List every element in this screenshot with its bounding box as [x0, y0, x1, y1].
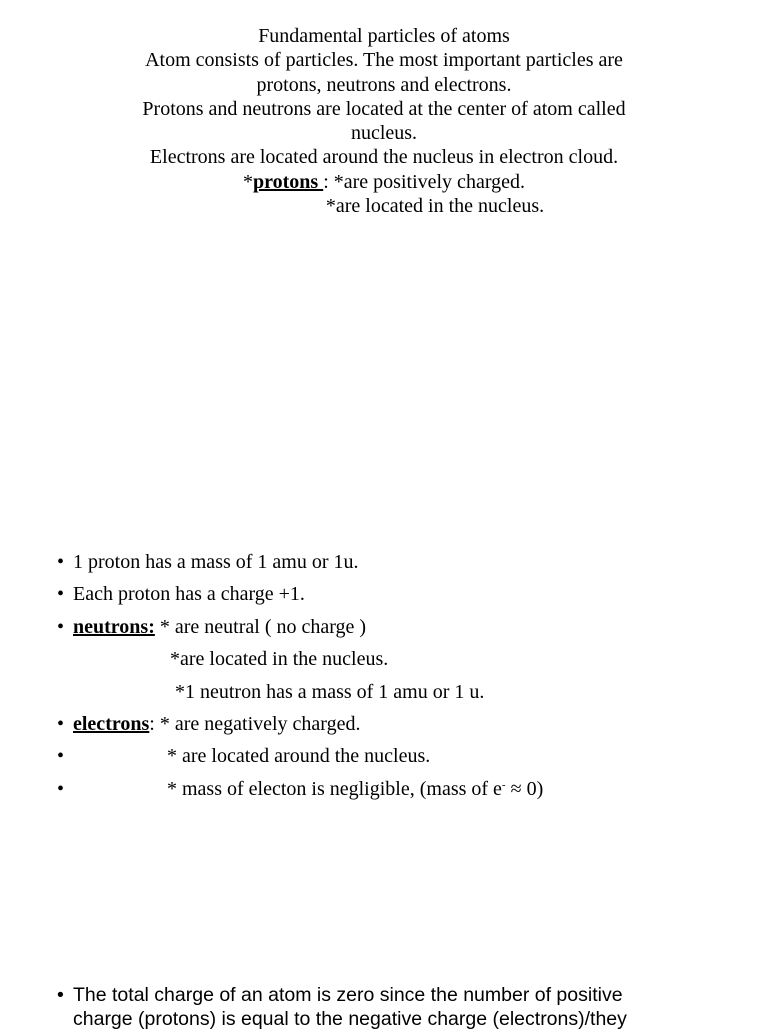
protons-location-text: *are located in the nucleus. [325, 195, 545, 218]
neutrons-location-text: *are located in the nucleus. [170, 648, 389, 671]
neutrons-charge-text: * are neutral ( no charge ) [154, 615, 367, 638]
list-item [57, 578, 305, 610]
bullet-dot: • [57, 745, 65, 768]
intro-line-1: Atom consists of particles. The most important particles are [145, 49, 623, 72]
protons-line [0, 170, 768, 194]
electrons-mass-line [167, 773, 543, 805]
electrons-location-text: * are located around the nucleus. [167, 745, 431, 768]
bullet-dot: • [57, 712, 65, 735]
proton-charge-text: Each proton has a charge +1. [73, 583, 305, 606]
bullet-dot: • [57, 583, 65, 606]
proton-mass-text: 1 proton has a mass of 1 amu or 1u. [73, 551, 359, 573]
intro-line-3: Protons and neutrons are located at the center of atom called [142, 97, 626, 120]
intro-line-2: protons, neutrons and electrons. [256, 73, 512, 96]
protons-charge-text: : *are positively charged. [323, 170, 525, 193]
list-item [57, 676, 485, 708]
list-item [57, 611, 367, 643]
electrons-charge-text: : * are negatively charged. [149, 712, 361, 735]
bullet-dot: • [57, 777, 65, 800]
neutrons-line [73, 611, 366, 643]
electrons-label: electrons [73, 712, 150, 735]
total-charge-line-2: charge (protons) is equal to the negative charge (electrons)/they [73, 1008, 627, 1030]
list-item [57, 643, 389, 675]
total-charge-line-1: The total charge of an atom is zero since the number of positive [73, 984, 623, 1006]
intro-line-5: Electrons are located around the nucleus in electron cloud. [149, 146, 619, 169]
electrons-mass-text: * mass of electon is negligible, (mass of e [167, 777, 502, 800]
list-item [57, 708, 361, 740]
list-item [57, 546, 359, 578]
intro-line-4: nucleus. [350, 122, 418, 145]
particle-bullet-list [57, 546, 544, 805]
list-item [57, 740, 431, 772]
protons-label: protons [252, 170, 324, 193]
electron-superscript: - [501, 778, 506, 791]
electrons-line [73, 708, 360, 740]
list-item [57, 773, 544, 805]
bullet-dot: • [57, 551, 65, 573]
protons-location-line [0, 194, 768, 218]
page-title: Fundamental particles of atoms [258, 25, 510, 47]
bullet-dot: • [57, 984, 64, 1006]
protons-prefix: * [242, 170, 253, 193]
bullet-dot: • [57, 615, 65, 638]
intro-block [0, 24, 768, 218]
electrons-mass-value: ≈ 0) [505, 777, 544, 800]
neutrons-label: neutrons: [73, 615, 155, 638]
neutrons-mass-text: *1 neutron has a mass of 1 amu or 1 u. [175, 680, 485, 703]
